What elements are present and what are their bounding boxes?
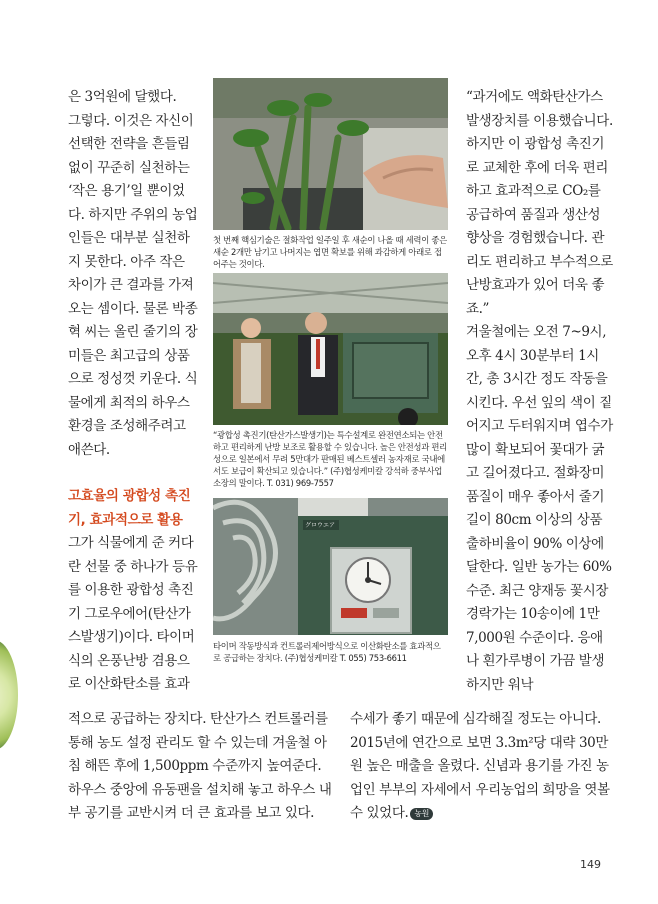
right-paragraph-2: 겨울철에는 오전 7~9시, 오후 4시 30분부터 1시간, 총 3시간 정도 작동을 시킨다. 우선 잎의 색이 짙어지고 두터워지며 엽수가 많이 확보되어 꽃대가 굵고 길어졌다고. 절화장미 품질이 매우 좋아서 줄기 길이 80cm 이상의 상품 출하비율이 90% 이상에 달한다. 일반 농가는 60% 수준. 최근 양재동 꽃시장 경락가는 10송이에 1만 7,000원 수준이다. 응애나 흰가루병이 가끔 발생하지만 워낙 [466, 324, 613, 693]
photo1-caption: 첫 번째 핵심기술은 절화작업 일주일 후 새순이 나올 때 세력이 좋은 새순 2개만 남기고 나머지는 엽면 확보를 위해 과감하게 아래로 접어주는 것이다. [213, 235, 447, 269]
section-heading: 고효율의 광합성 촉진기, 효과적으로 활용 [68, 488, 191, 528]
end-mark-badge: 농원 [410, 808, 433, 820]
greenhouse-interview-photo [213, 273, 448, 425]
left-column [68, 86, 198, 697]
device-brand-label: グロウエア [305, 522, 336, 529]
bottom-right-paragraph [350, 708, 614, 826]
left-paragraph-3: 그가 식물에게 준 커다란 선물 중 하나가 등유를 이용한 광합성 촉진기 그로우에어(탄산가스발생기)이다. 타이머식의 온풍난방 겸용으로 이산화탄소를 효과 [68, 535, 198, 692]
co2-generator-photo [213, 498, 448, 635]
left-paragraph-2: 그렇다. 이것은 자신이 선택한 전략을 흔들림 없이 꾸준히 실천하는 ‘작은 용기’일 뿐이었다. 하지만 주위의 농업인들은 대부분 실천하지 못한다. 아주 작은 차이가 큰 결과를 가져오는 셈이다. 물론 박종혁 씨는 올린 줄기의 장미들은 최고급의 상품으로 정성껏 키운다. 식물에게 최적의 하우스 환경을 조성해주려고 애쓴다. [68, 112, 198, 458]
right-column [466, 86, 614, 697]
left-paragraph-1: 은 3억원에 달했다. [68, 89, 177, 105]
bottom-left-paragraph: 적으로 공급하는 장치다. 탄산가스 컨트롤러를 통해 농도 설정 관리도 할 수 있는데 겨울철 아침 해뜬 후에 1,500ppm 수준까지 높여준다. 하우스 중앙에 유동팬을 설치해 놓고 하우스 내부 공기를 교반시켜 더 큰 효과를 보고 있다. [68, 711, 332, 821]
page-number: 149 [580, 858, 601, 871]
rose-pruning-photo [213, 78, 448, 230]
bottom-right-text [350, 708, 614, 826]
photo2-caption: “광합성 촉진기(탄산가스발생기)는 특수설계로 완전연소되는 안전하고 편리하게 난방 보조로 활용할 수 있습니다. 높은 안전성과 편리성으로 일본에서 무려 5만대가 판매된 베스트셀러 농자재로 국내에서도 보급이 확산되고 있습니다.” (주)협성케미칼 강석하 중부사업소장의 말이다. T. 031) 969-7557 [213, 430, 447, 488]
lettuce-photo-fragment [0, 640, 18, 750]
bottom-right-body: 수세가 좋기 때문에 심각해질 정도는 아니다. 2015년에 연간으로 보면 3.3m²당 대략 30만원 높은 매출을 올렸다. 신념과 용기를 가진 농업인 부부의 자세에서 우리농업의 희망을 엿볼 수 있었다. [350, 711, 610, 821]
right-paragraph-1: “과거에도 액화탄산가스 발생장치를 이용했습니다. 하지만 이 광합성 촉진기로 교체한 후에 더욱 편리하고 효과적으로 CO₂를 공급하여 품질과 생산성 향상을 경험했습니다. 관리도 편리하고 부수적으로 난방효과가 있어 더욱 좋죠.” [466, 89, 613, 317]
photo3-caption: 타이머 작동방식과 컨트롤러제어방식으로 이산화탄소를 효과적으로 공급하는 장치다. (주)협성케미칼 T. 055) 753-6611 [213, 641, 441, 663]
bottom-left-text [68, 708, 336, 826]
